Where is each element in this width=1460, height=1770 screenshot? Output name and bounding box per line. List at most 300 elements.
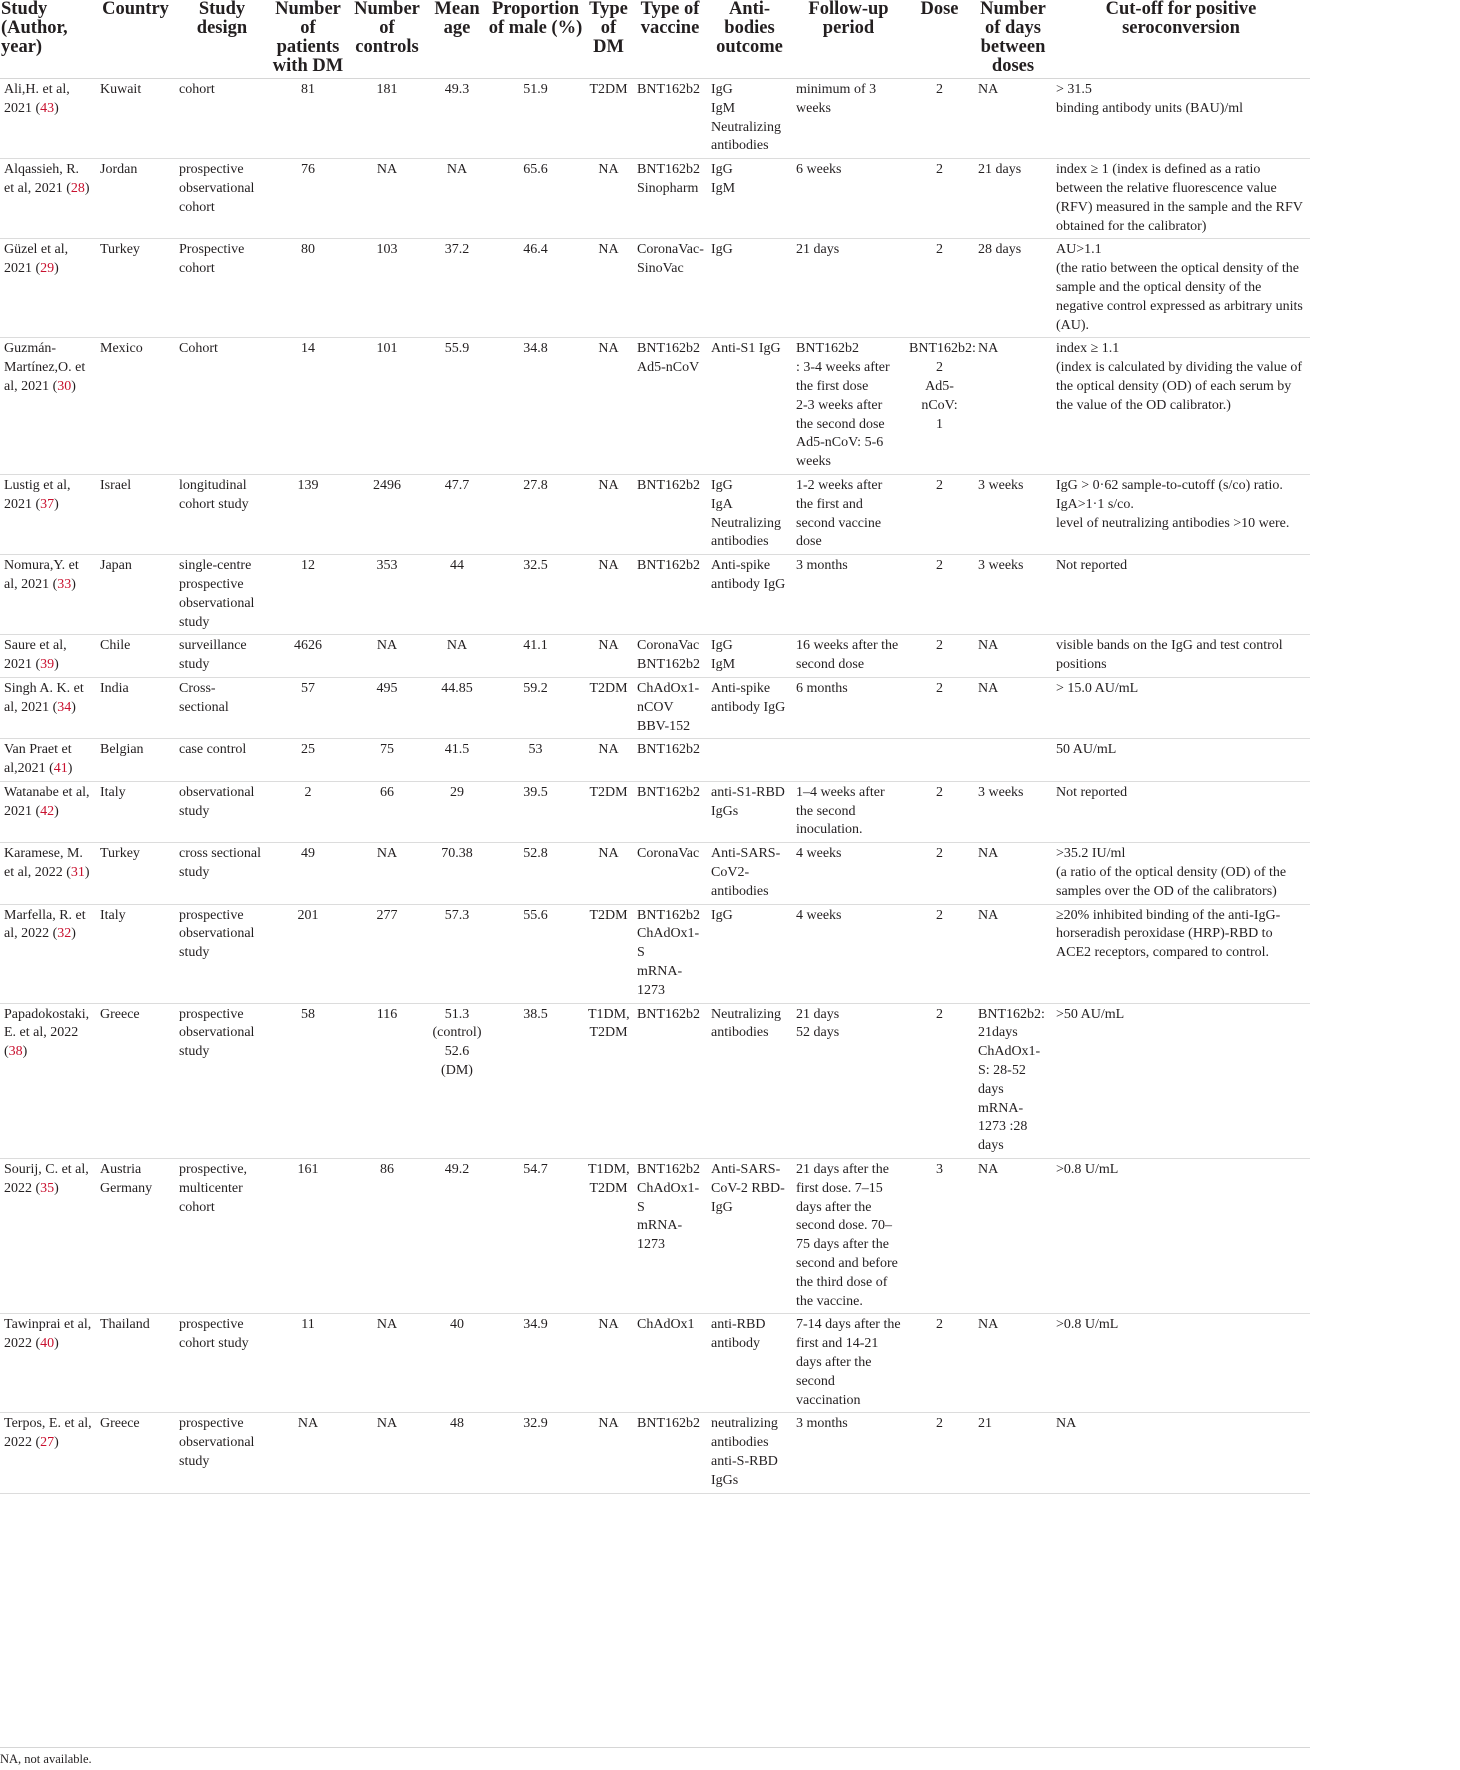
cell-controls [347, 1159, 427, 1314]
reference-link[interactable]: 35 [40, 1180, 55, 1196]
reference-link[interactable]: 39 [40, 657, 55, 673]
cell-follow-up [792, 781, 905, 842]
reference-link[interactable]: 34 [57, 699, 72, 715]
cell-country-text: Israel [100, 477, 132, 493]
cell-days-between [974, 843, 1052, 904]
cell-dose-text: 3 [936, 1162, 943, 1178]
cell-proportion-male [487, 79, 584, 159]
cell-dose-text: 2 [936, 82, 943, 97]
cell-vaccine-text: BNT162b2 [637, 558, 700, 574]
cell-mean-age [427, 79, 487, 159]
cell-mean-age [427, 239, 487, 338]
cell-vaccine-text: BNT162b2 ChAdOx1-S mRNA-1273 [637, 907, 700, 998]
cell-antibodies-text: IgG [711, 907, 733, 923]
cell-patients-dm-text: NA [297, 1416, 319, 1432]
cell-design [175, 159, 269, 239]
cell-study [0, 474, 96, 554]
cell-country [96, 239, 175, 338]
header-days-between: Number of days between doses [980, 0, 1046, 76]
cell-mean-age [427, 781, 487, 842]
cell-patients-dm [269, 1413, 347, 1493]
reference-close: ) [54, 496, 59, 512]
cell-type-dm-text: NA [598, 846, 619, 862]
cell-days-between-text: NA [978, 341, 999, 357]
cell-antibodies [707, 1159, 792, 1314]
cell-study [0, 1413, 96, 1493]
cell-design [175, 1413, 269, 1493]
cell-vaccine-text: BNT162b2 [637, 784, 700, 800]
cell-follow-up [792, 1314, 905, 1413]
cell-antibodies [707, 338, 792, 475]
cell-mean-age-text: 37.2 [444, 242, 470, 258]
cell-follow-up [792, 1003, 905, 1158]
cell-antibodies-text: IgG IgM Neutralizing antibodies [711, 82, 781, 154]
cell-follow-up-text: 7-14 days after the first and 14-21 days after the second vaccination [796, 1317, 901, 1408]
cell-days-between-text: NA [978, 638, 999, 654]
reference-close: ) [71, 699, 76, 715]
cell-country [96, 79, 175, 159]
table-row [0, 474, 1310, 554]
cell-design-text: observational study [179, 784, 255, 819]
cell-dose [905, 474, 974, 554]
cell-days-between [974, 635, 1052, 678]
cell-dose-text: BNT162b2: 2 Ad5-nCoV: 1 [909, 341, 976, 432]
study-author-year: Marfella, R. et al, 2022 ( [4, 907, 86, 942]
cell-type-dm-text: NA [598, 1317, 619, 1333]
cell-proportion-male [487, 1003, 584, 1158]
cell-country [96, 474, 175, 554]
cell-design [175, 338, 269, 475]
cell-controls-text: 2496 [373, 477, 401, 493]
cell-design [175, 843, 269, 904]
cell-days-between-text: 28 days [978, 242, 1022, 258]
cell-cutoff [1052, 555, 1310, 635]
cell-study [0, 781, 96, 842]
reference-link[interactable]: 31 [70, 865, 85, 881]
table-row [0, 338, 1310, 475]
cell-days-between-text: NA [978, 1317, 999, 1333]
cell-antibodies [707, 904, 792, 1003]
cell-country-text: India [100, 680, 129, 696]
cell-type-dm-text: NA [598, 638, 619, 654]
reference-link[interactable]: 28 [70, 180, 85, 196]
reference-close: ) [54, 1180, 59, 1196]
cell-type-dm-text: NA [598, 242, 619, 258]
cell-country-text: Belgian [100, 742, 144, 758]
reference-link[interactable]: 43 [40, 100, 55, 116]
cell-antibodies-text: Anti-SARS-CoV-2 RBD-IgG [711, 1162, 785, 1215]
cell-mean-age-text: 70.38 [441, 846, 473, 862]
cell-design-text: prospective observational cohort [179, 162, 255, 215]
table-row [0, 739, 1310, 782]
study-author-year: Singh A. K. et al, 2021 ( [4, 680, 84, 715]
cell-mean-age-text: NA [446, 162, 468, 178]
cell-antibodies-text: IgG IgM [711, 162, 736, 196]
reference-close: ) [54, 1336, 59, 1352]
cell-patients-dm [269, 781, 347, 842]
cell-days-between [974, 1159, 1052, 1314]
reference-link[interactable]: 42 [40, 803, 55, 819]
reference-link[interactable]: 32 [57, 926, 72, 942]
cell-proportion-male-text: 51.9 [523, 82, 548, 97]
cell-vaccine [633, 1159, 707, 1314]
cell-patients-dm-text: 80 [301, 242, 315, 258]
cell-design [175, 1159, 269, 1314]
cell-patients-dm [269, 338, 347, 475]
reference-link[interactable]: 41 [53, 761, 68, 777]
reference-link[interactable]: 38 [8, 1044, 23, 1060]
cell-type-dm [584, 555, 633, 635]
cell-dose-text: 2 [936, 784, 943, 800]
cell-dose-text: 2 [936, 907, 943, 923]
table-row [0, 1314, 1310, 1413]
cell-cutoff-text: Not reported [1056, 784, 1128, 800]
cell-mean-age [427, 338, 487, 475]
cell-design [175, 555, 269, 635]
cell-cutoff-text: index ≥ 1.1 (index is calculated by dividing the value of the optical density (OD) of each serum by the value of the OD calibrator.) [1056, 341, 1303, 413]
reference-close: ) [54, 657, 59, 673]
cell-patients-dm [269, 239, 347, 338]
cell-controls-text: 66 [380, 784, 394, 800]
cell-vaccine [633, 555, 707, 635]
cell-vaccine [633, 677, 707, 738]
cell-type-dm [584, 677, 633, 738]
cell-cutoff-text: >35.2 IU/ml (a ratio of the optical density (OD) of the samples over the OD of the calibrators) [1056, 846, 1287, 899]
cell-days-between [974, 781, 1052, 842]
cell-patients-dm [269, 1003, 347, 1158]
cell-type-dm-text: T2DM [589, 907, 628, 923]
cell-controls [347, 474, 427, 554]
table-row [0, 677, 1310, 738]
cell-vaccine [633, 474, 707, 554]
cell-country-text: Kuwait [100, 82, 142, 97]
cell-antibodies-text: IgG IgM [711, 638, 736, 673]
cell-patients-dm [269, 635, 347, 678]
cell-vaccine-text: BNT162b2 [637, 742, 700, 758]
cell-antibodies [707, 1413, 792, 1493]
cell-days-between-text: NA [978, 82, 999, 97]
cell-study [0, 555, 96, 635]
cell-follow-up [792, 635, 905, 678]
cell-vaccine-text: ChAdOx1-nCOV BBV-152 [637, 680, 700, 734]
cell-country [96, 635, 175, 678]
cell-type-dm [584, 239, 633, 338]
cell-cutoff [1052, 904, 1310, 1003]
cell-dose-text: 2 [936, 1317, 943, 1333]
cell-controls [347, 843, 427, 904]
cell-proportion-male [487, 474, 584, 554]
cell-type-dm [584, 843, 633, 904]
cell-follow-up-text: minimum of 3 weeks [796, 82, 877, 116]
cell-vaccine-text: CoronaVac BNT162b2 [637, 638, 700, 673]
cell-design-text: Prospective cohort [179, 242, 245, 277]
cell-cutoff [1052, 781, 1310, 842]
cell-proportion-male [487, 904, 584, 1003]
cell-design-text: case control [179, 742, 247, 758]
cell-dose [905, 739, 974, 782]
cell-country-text: Greece [100, 1416, 140, 1432]
cell-follow-up [792, 555, 905, 635]
cell-mean-age-text: 41.5 [444, 742, 470, 758]
cell-follow-up-text: 4 weeks [796, 846, 842, 862]
reference-link[interactable]: 30 [57, 378, 72, 394]
table-row [0, 1003, 1310, 1158]
reference-link[interactable]: 40 [40, 1336, 55, 1352]
cell-antibodies-text: Neutralizing antibodies [711, 1006, 781, 1041]
cell-follow-up [792, 1413, 905, 1493]
cell-proportion-male-text: 41.1 [523, 638, 548, 654]
cell-cutoff-text: index ≥ 1 (index is defined as a ratio between the relative fluorescence value (RFV) measured in the sample and the RFV obtained for the calibrator) [1056, 162, 1303, 234]
cell-proportion-male [487, 781, 584, 842]
reference-link[interactable]: 33 [57, 576, 72, 592]
cell-vaccine [633, 1413, 707, 1493]
cell-mean-age [427, 635, 487, 678]
cell-country-text: Greece [100, 1006, 140, 1022]
cell-patients-dm-text: 161 [297, 1162, 319, 1178]
reference-close: ) [84, 180, 90, 196]
study-author-year: Karamese, M. et al, 2022 ( [4, 846, 83, 881]
cell-proportion-male-text: 34.9 [523, 1317, 548, 1333]
reference-link[interactable]: 29 [40, 261, 55, 277]
cell-antibodies-text: neutralizing antibodies anti-S-RBD IgGs [711, 1416, 778, 1488]
cell-type-dm [584, 474, 633, 554]
cell-cutoff [1052, 1159, 1310, 1314]
cell-proportion-male-text: 46.4 [523, 242, 548, 258]
cell-controls-text: 101 [376, 341, 398, 357]
cell-dose [905, 338, 974, 475]
cell-study [0, 843, 96, 904]
cell-type-dm-text: T1DM, T2DM [588, 1162, 630, 1196]
cell-patients-dm [269, 474, 347, 554]
cell-design-text: Cross-sectional [179, 680, 229, 715]
cell-mean-age [427, 555, 487, 635]
cell-antibodies-text: IgG [711, 242, 733, 258]
cell-type-dm [584, 79, 633, 159]
cell-controls [347, 1314, 427, 1413]
cell-mean-age-text: 49.3 [444, 82, 470, 97]
cell-days-between [974, 904, 1052, 1003]
cell-follow-up-text: 1-2 weeks after the first and second vaccine dose [796, 477, 883, 550]
cell-type-dm [584, 739, 633, 782]
study-author-year: Ali,H. et al, 2021 ( [4, 82, 70, 116]
cell-dose-text: 2 [936, 1416, 943, 1432]
cell-dose [905, 781, 974, 842]
cell-follow-up-text: 6 months [796, 680, 848, 696]
cell-vaccine [633, 1003, 707, 1158]
cell-vaccine [633, 239, 707, 338]
cell-dose-text: 2 [936, 477, 943, 493]
cell-proportion-male [487, 338, 584, 475]
cell-antibodies-text: IgG IgA Neutralizing antibodies [711, 477, 781, 550]
cell-days-between-text: 3 weeks [978, 784, 1024, 800]
cell-controls-text: NA [376, 846, 398, 862]
cell-mean-age [427, 677, 487, 738]
cell-days-between [974, 474, 1052, 554]
cell-type-dm-text: T1DM, T2DM [588, 1006, 630, 1041]
cell-days-between [974, 159, 1052, 239]
cell-dose-text: 2 [936, 638, 943, 654]
cell-proportion-male-text: 27.8 [523, 477, 548, 493]
header-study: Study (Author, year) [1, 0, 68, 57]
cell-antibodies [707, 474, 792, 554]
cell-antibodies-text: Anti-spike antibody IgG [711, 558, 786, 592]
cell-controls-text: 277 [376, 907, 398, 923]
study-author-year: Guzmán-Martínez,O. et al, 2021 ( [4, 341, 86, 394]
cell-patients-dm [269, 1159, 347, 1314]
cell-antibodies [707, 79, 792, 159]
reference-link[interactable]: 37 [40, 496, 55, 512]
cell-controls [347, 239, 427, 338]
cell-type-dm-text: NA [598, 742, 619, 758]
cell-vaccine-text: BNT162b2 [637, 1006, 700, 1022]
cell-cutoff [1052, 474, 1310, 554]
cell-antibodies [707, 843, 792, 904]
cell-proportion-male [487, 159, 584, 239]
cell-cutoff-text: > 15.0 AU/mL [1056, 680, 1139, 696]
cell-follow-up [792, 739, 905, 782]
cell-dose-text: 2 [936, 680, 943, 696]
cell-controls [347, 1413, 427, 1493]
cell-cutoff [1052, 635, 1310, 678]
header-cutoff: Cut-off for positive seroconversion [1105, 0, 1257, 38]
cell-country-text: Mexico [100, 341, 143, 357]
cell-antibodies [707, 555, 792, 635]
study-author-year: Sourij, C. et al, 2022 ( [4, 1162, 89, 1196]
cell-country [96, 1159, 175, 1314]
cell-patients-dm-text: 11 [301, 1317, 315, 1333]
reference-close: ) [84, 865, 90, 881]
cell-days-between [974, 1003, 1052, 1158]
cell-mean-age [427, 1314, 487, 1413]
study-author-year: Van Praet et al,2021 ( [4, 742, 72, 777]
cell-proportion-male [487, 635, 584, 678]
cell-vaccine-text: BNT162b2 [637, 477, 700, 493]
cell-follow-up-text: 16 weeks after the second dose [796, 638, 899, 673]
cell-type-dm-text: T2DM [589, 82, 628, 97]
cell-days-between [974, 79, 1052, 159]
cell-mean-age-text: 29 [450, 784, 464, 800]
reference-close: ) [22, 1044, 28, 1060]
cell-controls [347, 904, 427, 1003]
header-study-design: Study design [196, 0, 248, 38]
reference-close: ) [71, 576, 76, 592]
cell-design-text: Cohort [179, 341, 218, 357]
cell-design-text: prospective observational study [179, 907, 255, 961]
cell-antibodies [707, 1314, 792, 1413]
cell-cutoff-text: 50 AU/mL [1056, 742, 1117, 758]
cell-mean-age-text: 40 [450, 1317, 464, 1333]
cell-country [96, 1314, 175, 1413]
cell-follow-up-text: 21 days 52 days [796, 1006, 840, 1041]
cell-patients-dm-text: 81 [301, 82, 315, 97]
cell-country [96, 739, 175, 782]
cell-dose [905, 843, 974, 904]
cell-controls-text: 181 [376, 82, 398, 97]
cell-proportion-male [487, 843, 584, 904]
cell-study [0, 1003, 96, 1158]
cell-vaccine [633, 904, 707, 1003]
cell-proportion-male [487, 239, 584, 338]
cell-cutoff [1052, 239, 1310, 338]
cell-controls-text: NA [376, 1317, 398, 1333]
reference-link[interactable]: 27 [40, 1435, 55, 1451]
cell-cutoff [1052, 79, 1310, 159]
cell-cutoff [1052, 739, 1310, 782]
cell-dose-text: 2 [936, 558, 943, 574]
cell-proportion-male-text: 39.5 [523, 784, 548, 800]
cell-controls-text: 495 [376, 680, 398, 696]
cell-days-between [974, 739, 1052, 782]
cell-country-text: Thailand [100, 1317, 150, 1333]
cell-country [96, 1413, 175, 1493]
cell-study [0, 904, 96, 1003]
cell-design-text: cohort [179, 82, 215, 97]
cell-patients-dm [269, 677, 347, 738]
cell-days-between-text: NA [978, 907, 999, 923]
cell-follow-up [792, 474, 905, 554]
cell-proportion-male [487, 1314, 584, 1413]
table-row [0, 159, 1310, 239]
cell-antibodies [707, 159, 792, 239]
cell-design [175, 781, 269, 842]
cell-mean-age-text: NA [446, 638, 468, 654]
cell-proportion-male-text: 52.8 [523, 846, 548, 862]
table-body [0, 79, 1310, 1494]
footnote-divider [0, 1747, 1310, 1748]
cell-cutoff [1052, 159, 1310, 239]
cell-vaccine-text: BNT162b2 [637, 1416, 700, 1432]
cell-cutoff [1052, 1003, 1310, 1158]
reference-close: ) [54, 100, 59, 116]
study-author-year: Güzel et al, 2021 ( [4, 242, 69, 277]
cell-type-dm [584, 159, 633, 239]
cell-patients-dm-text: 25 [301, 742, 315, 758]
cell-vaccine [633, 781, 707, 842]
cell-mean-age [427, 739, 487, 782]
cell-country-text: Italy [100, 907, 126, 923]
cell-patients-dm-text: 4626 [294, 638, 322, 654]
cell-days-between-text: BNT162b2: 21days ChAdOx1-S: 28-52 days mRNA-1273 :28 days [978, 1006, 1045, 1154]
cell-patients-dm [269, 904, 347, 1003]
cell-cutoff-text: > 31.5 binding antibody units (BAU)/ml [1056, 82, 1244, 116]
cell-country-text: Japan [100, 558, 132, 574]
cell-patients-dm-text: 139 [297, 477, 319, 493]
cell-follow-up [792, 159, 905, 239]
cell-vaccine [633, 1314, 707, 1413]
cell-vaccine-text: BNT162b2 Sinopharm [637, 162, 700, 196]
cell-dose [905, 677, 974, 738]
cell-controls-text: NA [376, 638, 398, 654]
cell-days-between-text: NA [978, 680, 999, 696]
reference-close: ) [71, 378, 76, 394]
cell-days-between [974, 555, 1052, 635]
cell-vaccine-text: ChAdOx1 [637, 1317, 695, 1333]
cell-controls-text: 103 [376, 242, 398, 258]
header-country: Country [102, 0, 169, 19]
cell-design [175, 635, 269, 678]
cell-vaccine [633, 739, 707, 782]
cell-controls-text: 353 [376, 558, 398, 574]
cell-country [96, 1003, 175, 1158]
cell-proportion-male-text: 55.6 [523, 907, 548, 923]
cell-design-text: single-centre prospective observational study [179, 558, 255, 630]
cell-cutoff-text: visible bands on the IgG and test control positions [1056, 638, 1283, 673]
table-row [0, 1413, 1310, 1493]
cell-cutoff [1052, 338, 1310, 475]
cell-mean-age-text: 55.9 [444, 341, 470, 357]
study-author-year: Nomura,Y. et al, 2021 ( [4, 558, 79, 592]
cell-follow-up-text: BNT162b2 : 3-4 weeks after the first dose 2-3 weeks after the second dose Ad5-nCoV: 5-6 weeks [796, 341, 890, 470]
